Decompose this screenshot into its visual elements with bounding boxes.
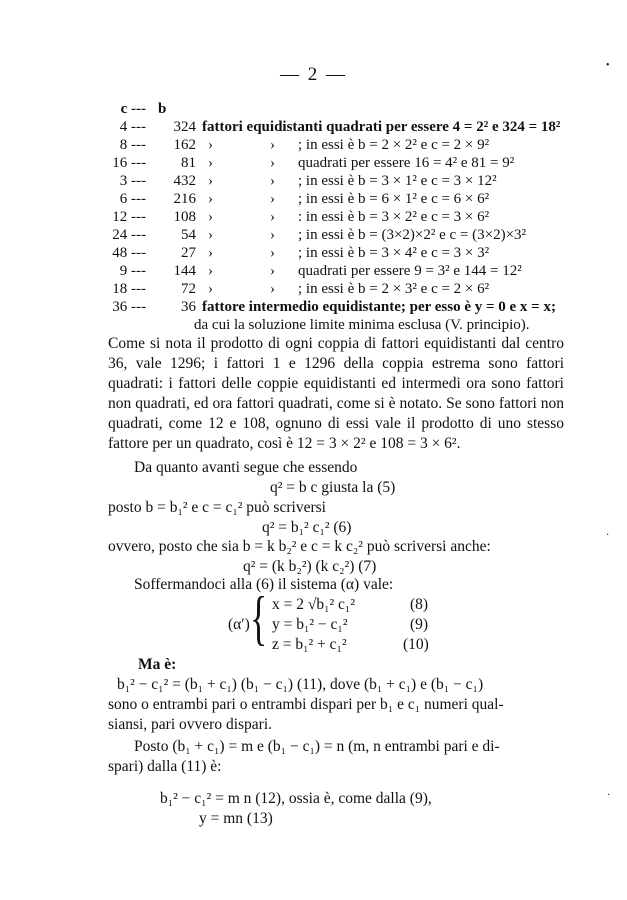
ditto-mark: ›	[270, 191, 275, 207]
table-row	[108, 136, 578, 154]
row-c-value: 8 ---	[119, 137, 146, 153]
table-row	[108, 226, 578, 244]
system-eq-9: y = b₁² − c₁²	[272, 616, 348, 633]
row-c-value: 6 ---	[119, 191, 146, 207]
header-c: c ---	[120, 101, 146, 117]
ditto-mark: ›	[270, 155, 275, 171]
ditto-mark: ›	[208, 263, 213, 279]
row-b-value: 162	[173, 137, 196, 153]
system-eq-8: x = 2 √b₁² c₁²	[272, 596, 355, 613]
row-text: ; in essi è b = 3 × 1² e c = 3 × 12²	[298, 173, 497, 189]
line-sono: sono o entrambi pari o entrambi dispari per b₁ e c₁ numeri qual-	[108, 696, 504, 713]
table-row	[108, 280, 578, 298]
table-header	[108, 100, 578, 118]
ditto-mark: ›	[208, 191, 213, 207]
line-posto: posto b = b₁² e c = c₁² può scriversi	[108, 499, 326, 516]
system-eq-10: z = b₁² + c₁²	[272, 636, 347, 653]
ditto-mark: ›	[270, 245, 275, 261]
margin-speck: ·	[607, 790, 611, 801]
line-da-quanto: Da quanto avanti segue che essendo	[134, 459, 358, 476]
row-c-value: 16 ---	[112, 155, 146, 171]
ditto-mark: ›	[270, 173, 275, 189]
row-b-value: 36	[181, 299, 196, 315]
row-b-value: 27	[181, 245, 196, 261]
ditto-mark: ›	[208, 227, 213, 243]
row-b-value: 72	[181, 281, 196, 297]
row-c-value: 4 ---	[119, 119, 146, 135]
table-row	[108, 190, 578, 208]
ditto-mark: ›	[270, 209, 275, 225]
table-row	[108, 244, 578, 262]
equation-7: q² = (k b₂²) (k c₂²) (7)	[243, 558, 377, 575]
row-text: quadrati per essere 16 = 4² e 81 = 9²	[298, 155, 515, 171]
line-siansi: siansi, pari ovvero dispari.	[108, 716, 273, 733]
row-b-value: 324	[173, 119, 196, 135]
row-text: fattori equidistanti quadrati per essere 4 = 2² e 324 = 18²	[202, 119, 561, 135]
row-text: ; in essi è b = 2 × 3² e c = 2 × 6²	[298, 281, 490, 297]
table-row	[108, 118, 578, 136]
row-b-value: 216	[173, 191, 196, 207]
row-text: ; in essi è b = 2 × 2² e c = 2 × 9²	[298, 137, 490, 153]
row-b-value: 432	[173, 173, 196, 189]
line-posto-2: Posto (b₁ + c₁) = m e (b₁ − c₁) = n (m, n entrambi pari e di-	[134, 738, 500, 755]
table-row	[108, 154, 578, 172]
row-c-value: 12 ---	[112, 209, 146, 225]
line-ma-e: Ma è:	[138, 656, 177, 673]
line-ovvero: ovvero, posto che sia b = k b₂² e c = k c₂² può scriversi anche:	[108, 538, 491, 555]
line-soffermandoci: Soffermandoci alla (6) il sistema (α) vale:	[134, 576, 394, 593]
ditto-mark: ›	[270, 263, 275, 279]
system-eq-9-number: (9)	[410, 616, 429, 633]
row-text: : in essi è b = 3 × 2² e c = 3 × 6²	[298, 209, 490, 225]
table-continuation	[108, 316, 578, 334]
system-brace: {	[250, 585, 268, 651]
row-c-value: 48 ---	[112, 245, 146, 261]
page-number: — 2 —	[280, 64, 347, 85]
header-b: b	[158, 101, 167, 117]
margin-speck: ·	[606, 530, 610, 541]
row-b-value: 108	[173, 209, 196, 225]
ditto-mark: ›	[208, 209, 213, 225]
row-text: ; in essi è b = (3×2)×2² e c = (3×2)×3²	[298, 227, 527, 243]
line-spari: spari) dalla (11) è:	[108, 758, 222, 775]
ditto-mark: ›	[208, 137, 213, 153]
ditto-mark: ›	[208, 173, 213, 189]
row-b-value: 144	[173, 263, 196, 279]
equation-6: q² = b₁² c₁² (6)	[262, 519, 352, 536]
margin-speck: •	[606, 60, 610, 71]
ditto-mark: ›	[208, 155, 213, 171]
row-text: quadrati per essere 9 = 3² e 144 = 12²	[298, 263, 522, 279]
table-row	[108, 172, 578, 190]
ditto-mark: ›	[208, 245, 213, 261]
system-eq-10-number: (10)	[403, 636, 429, 653]
equation-11: b₁² − c₁² = (b₁ + c₁) (b₁ − c₁) (11), dove (b₁ + c₁) e (b₁ − c₁)	[117, 676, 484, 693]
row-c-value: 24 ---	[112, 227, 146, 243]
row-c-value: 36 ---	[112, 299, 146, 315]
ditto-mark: ›	[208, 281, 213, 297]
system-label: (α′)	[228, 616, 250, 633]
row-b-value: 54	[181, 227, 196, 243]
row-text: ; in essi è b = 6 × 1² e c = 6 × 6²	[298, 191, 490, 207]
row-c-value: 3 ---	[119, 173, 146, 189]
equation-5: q² = b c giusta la (5)	[270, 479, 396, 496]
table-row	[108, 208, 578, 226]
system-eq-8-number: (8)	[410, 596, 429, 613]
ditto-mark: ›	[270, 137, 275, 153]
row-text: fattore intermedio equidistante; per esso è y = 0 e x = x;	[202, 299, 556, 315]
equation-13: y = mn (13)	[199, 810, 273, 827]
row-text: ; in essi è b = 3 × 4² e c = 3 × 3²	[298, 245, 490, 261]
row-b-value: 81	[181, 155, 196, 171]
table-row	[108, 298, 578, 316]
continuation-text: da cui la soluzione limite minima esclusa (V. principio).	[194, 317, 530, 333]
row-c-value: 18 ---	[112, 281, 146, 297]
factor-table	[108, 100, 578, 334]
paragraph-1: Come si nota il prodotto di ogni coppia di fattori equidistanti dal centro 36, vale 1296; i fattori 1 e 1296 della coppia estrema sono fattori quadrati: i fattori delle coppie equidistanti ed intermedi ora sono fattori non quadrati, ed ora fattori quadrati, come si è notato. Se sono fattori non quadrati, come 12 e 108, ognuno di essi vale il prodotto di uno stesso fattore per un quadrato, così è 12 = 3 × 2² e 108 = 3 × 6².	[108, 335, 564, 452]
row-c-value: 9 ---	[119, 263, 146, 279]
table-row	[108, 262, 578, 280]
ditto-mark: ›	[270, 281, 275, 297]
ditto-mark: ›	[270, 227, 275, 243]
equation-12: b₁² − c₁² = m n (12), ossia è, come dalla (9),	[160, 790, 432, 807]
